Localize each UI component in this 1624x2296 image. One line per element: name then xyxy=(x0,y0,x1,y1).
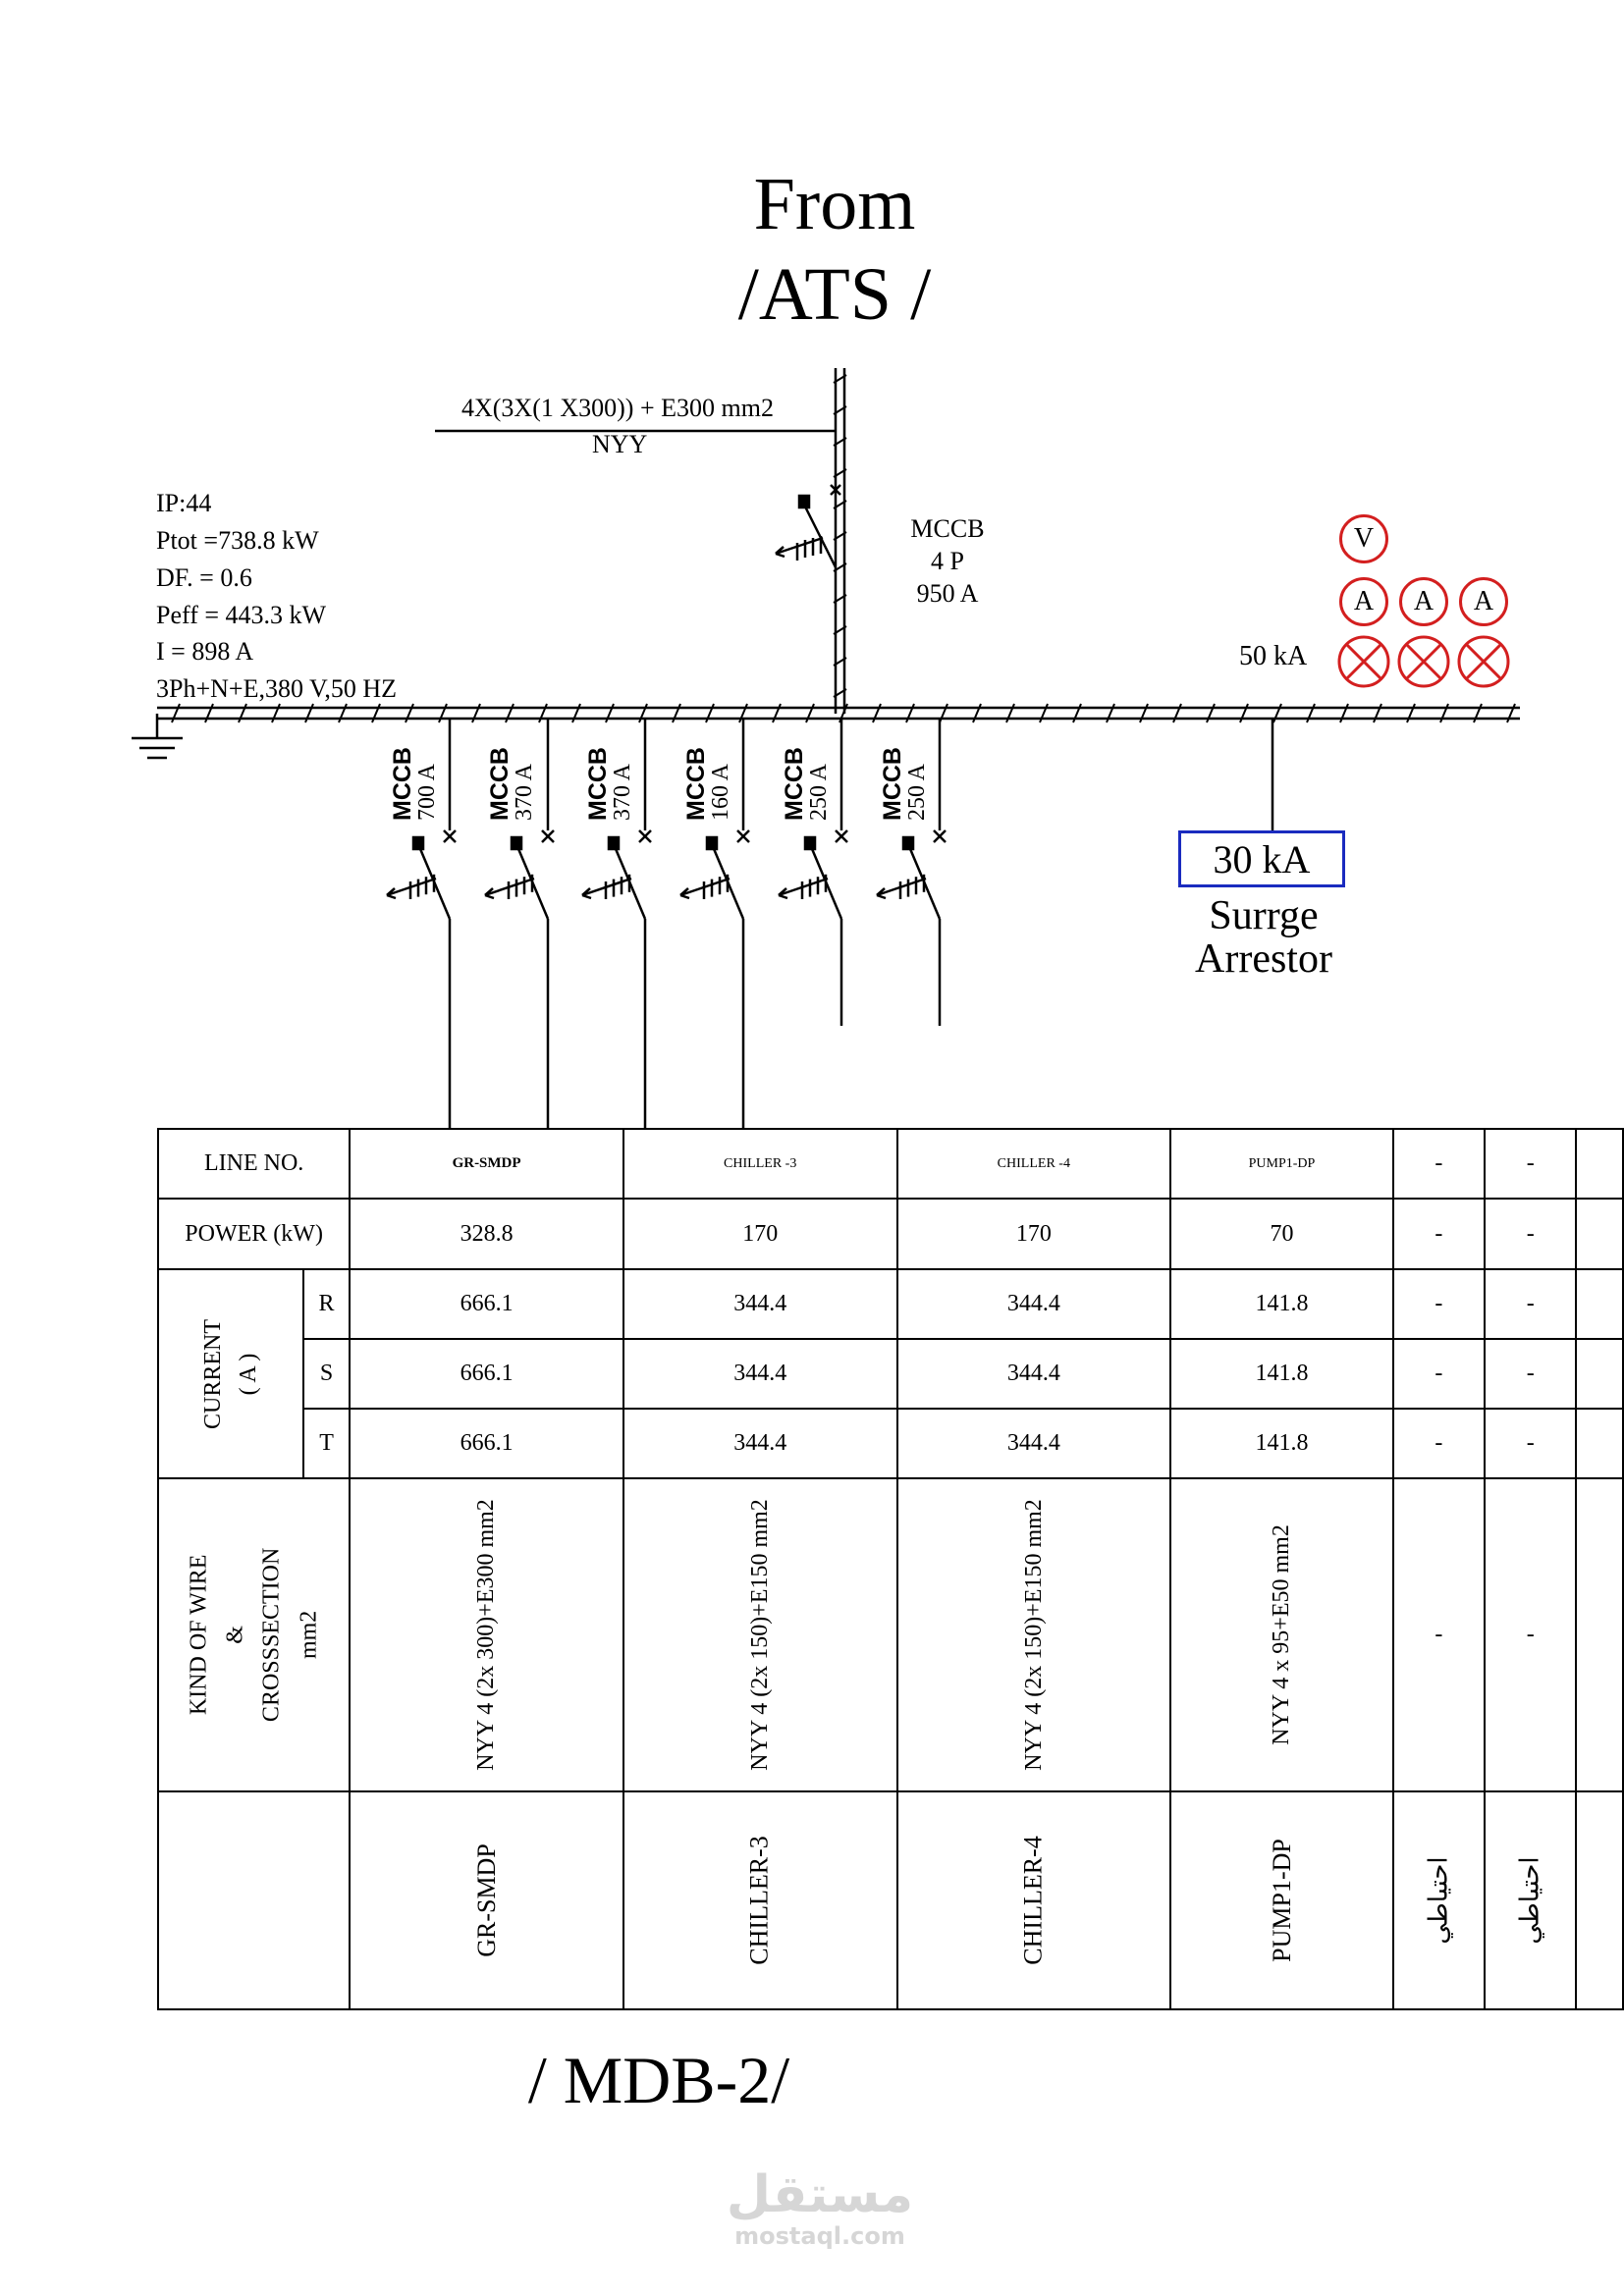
breaker-cross-icon xyxy=(836,830,847,842)
breaker-label-2: MCCB 370 A xyxy=(486,747,537,821)
ammeter-s-icon: A xyxy=(1399,577,1448,626)
cell-current-t-3: 344.4 xyxy=(897,1409,1171,1478)
cell-current-r-5: - xyxy=(1393,1269,1485,1339)
main-breaker-rating: 950 A xyxy=(916,579,979,608)
cell-current-s-2: 344.4 xyxy=(623,1339,897,1409)
header-power: POWER (kW) xyxy=(158,1199,350,1269)
cell-name-5: احتياطي xyxy=(1393,1791,1485,2009)
table-row-current-r xyxy=(158,1269,1623,1339)
phase-t-label: T xyxy=(303,1409,350,1478)
breaker-cross-icon xyxy=(444,830,456,842)
breaker-label-5: MCCB 250 A xyxy=(781,747,832,821)
cell-wire-5: - xyxy=(1393,1478,1485,1791)
incoming-cable-type: NYY xyxy=(592,430,648,458)
cell-name-1: GR-SMDP xyxy=(350,1791,623,2009)
phase-s-label: S xyxy=(303,1339,350,1409)
cell-current-r-6: - xyxy=(1485,1269,1576,1339)
cell-wire-6: - xyxy=(1485,1478,1576,1791)
watermark-logo: مستقل mostaql.com xyxy=(726,2165,914,2250)
lamp-indicators xyxy=(1339,637,1508,686)
cell-current-t-4: 141.8 xyxy=(1170,1409,1393,1478)
cell-name-2: CHILLER-3 xyxy=(623,1791,897,2009)
cell-wire-4: NYY 4 x 95+E50 mm2 xyxy=(1170,1478,1393,1791)
cell-line-no-1: GR-SMDP xyxy=(350,1129,623,1199)
cell-current-r-4: 141.8 xyxy=(1170,1269,1393,1339)
cell-power-4: 70 xyxy=(1170,1199,1393,1269)
cell-line-no-6: - xyxy=(1485,1129,1576,1199)
table-row-current-t xyxy=(158,1409,1623,1478)
table-row-power xyxy=(158,1199,1623,1269)
table-row-wire xyxy=(158,1478,1623,1791)
header-wire: KIND OF WIRE & CROSSSECTION mm2 xyxy=(158,1478,350,1791)
cell-current-t-6: - xyxy=(1485,1409,1576,1478)
cell-line-no-5: - xyxy=(1393,1129,1485,1199)
cell-spare-col xyxy=(1576,1129,1623,1199)
cell-current-t-5: - xyxy=(1393,1409,1485,1478)
outgoing-feeders xyxy=(387,719,946,1128)
cell-power-5: - xyxy=(1393,1199,1485,1269)
cell-current-t-1: 666.1 xyxy=(350,1409,623,1478)
cell-current-s-6: - xyxy=(1485,1339,1576,1409)
earth-symbol xyxy=(132,714,183,758)
surge-arrestor-rating: 30 kA xyxy=(1178,830,1345,887)
panel-info-current: I = 898 A xyxy=(156,637,254,666)
voltmeter-icon: V xyxy=(1339,514,1388,563)
breaker-cross-icon xyxy=(542,830,554,842)
main-breaker-poles: 4 P xyxy=(931,547,964,575)
panel-info-df: DF. = 0.6 xyxy=(156,563,252,592)
cell-current-t-2: 344.4 xyxy=(623,1409,897,1478)
header-line-no: LINE NO. xyxy=(158,1129,350,1199)
cell-spare-col xyxy=(1576,1791,1623,2009)
incoming-cable-spec: 4X(3X(1 X300)) + E300 mm2 xyxy=(461,394,774,422)
surge-arrestor-label-2: Arrestor xyxy=(1195,936,1332,982)
cell-line-no-2: CHILLER -3 xyxy=(623,1129,897,1199)
cell-current-r-1: 666.1 xyxy=(350,1269,623,1339)
cell-name-6: احتياطي xyxy=(1485,1791,1576,2009)
cell-name-4: PUMP1-DP xyxy=(1170,1791,1393,2009)
cell-spare-col xyxy=(1576,1478,1623,1791)
cell-current-s-3: 344.4 xyxy=(897,1339,1171,1409)
cell-line-no-4: PUMP1-DP xyxy=(1170,1129,1393,1199)
cell-wire-2: NYY 4 (2x 150)+E150 mm2 xyxy=(623,1478,897,1791)
panel-info-ip: IP:44 xyxy=(156,489,212,517)
main-breaker-type: MCCB xyxy=(910,514,985,543)
breaker-label-1: MCCB 700 A xyxy=(389,747,440,821)
breaker-cross-icon xyxy=(934,830,946,842)
cell-power-2: 170 xyxy=(623,1199,897,1269)
cell-wire-1: NYY 4 (2x 300)+E300 mm2 xyxy=(350,1478,623,1791)
panel-info-ptot: Ptot =738.8 kW xyxy=(156,526,319,555)
fault-level-label: 50 kA xyxy=(1239,641,1308,671)
cell-spare-col xyxy=(1576,1409,1623,1478)
circuit-schedule-table xyxy=(157,1128,1624,2010)
title-from: From xyxy=(753,163,916,245)
cell-spare-col xyxy=(1576,1339,1623,1409)
ammeter-r-icon: A xyxy=(1339,577,1388,626)
cell-power-3: 170 xyxy=(897,1199,1171,1269)
cell-name-3: CHILLER-4 xyxy=(897,1791,1171,2009)
panel-title: / MDB-2/ xyxy=(527,2043,790,2117)
title-source: /ATS / xyxy=(737,253,932,336)
ammeter-t-icon: A xyxy=(1459,577,1508,626)
cell-power-6: - xyxy=(1485,1199,1576,1269)
cell-current-s-4: 141.8 xyxy=(1170,1339,1393,1409)
phase-r-label: R xyxy=(303,1269,350,1339)
table-row-line-no xyxy=(158,1129,1623,1199)
cell-current-r-2: 344.4 xyxy=(623,1269,897,1339)
table-row-name xyxy=(158,1791,1623,2009)
breaker-cross-icon xyxy=(737,830,749,842)
breaker-label-6: MCCB 250 A xyxy=(879,747,930,821)
cell-spare-col xyxy=(1576,1199,1623,1269)
table-row-current-s xyxy=(158,1339,1623,1409)
lamp-t-icon xyxy=(1459,637,1508,686)
lamp-s-icon xyxy=(1399,637,1448,686)
cell-line-no-3: CHILLER -4 xyxy=(897,1129,1171,1199)
breaker-cross-icon xyxy=(639,830,651,842)
cell-current-s-5: - xyxy=(1393,1339,1485,1409)
lamp-r-icon xyxy=(1339,637,1388,686)
cell-current-s-1: 666.1 xyxy=(350,1339,623,1409)
panel-info-supply: 3Ph+N+E,380 V,50 HZ xyxy=(156,674,398,703)
breaker-label-3: MCCB 370 A xyxy=(584,747,635,821)
cell-power-1: 328.8 xyxy=(350,1199,623,1269)
header-name-empty xyxy=(158,1791,350,2009)
breaker-label-4: MCCB 160 A xyxy=(682,747,733,821)
surge-arrestor-label-1: Surrge xyxy=(1209,893,1319,938)
header-current: CURRENT ( A ) xyxy=(158,1269,303,1478)
panel-info-peff: Peff = 443.3 kW xyxy=(156,601,327,629)
cell-spare-col xyxy=(1576,1269,1623,1339)
cell-wire-3: NYY 4 (2x 150)+E150 mm2 xyxy=(897,1478,1171,1791)
cell-current-r-3: 344.4 xyxy=(897,1269,1171,1339)
